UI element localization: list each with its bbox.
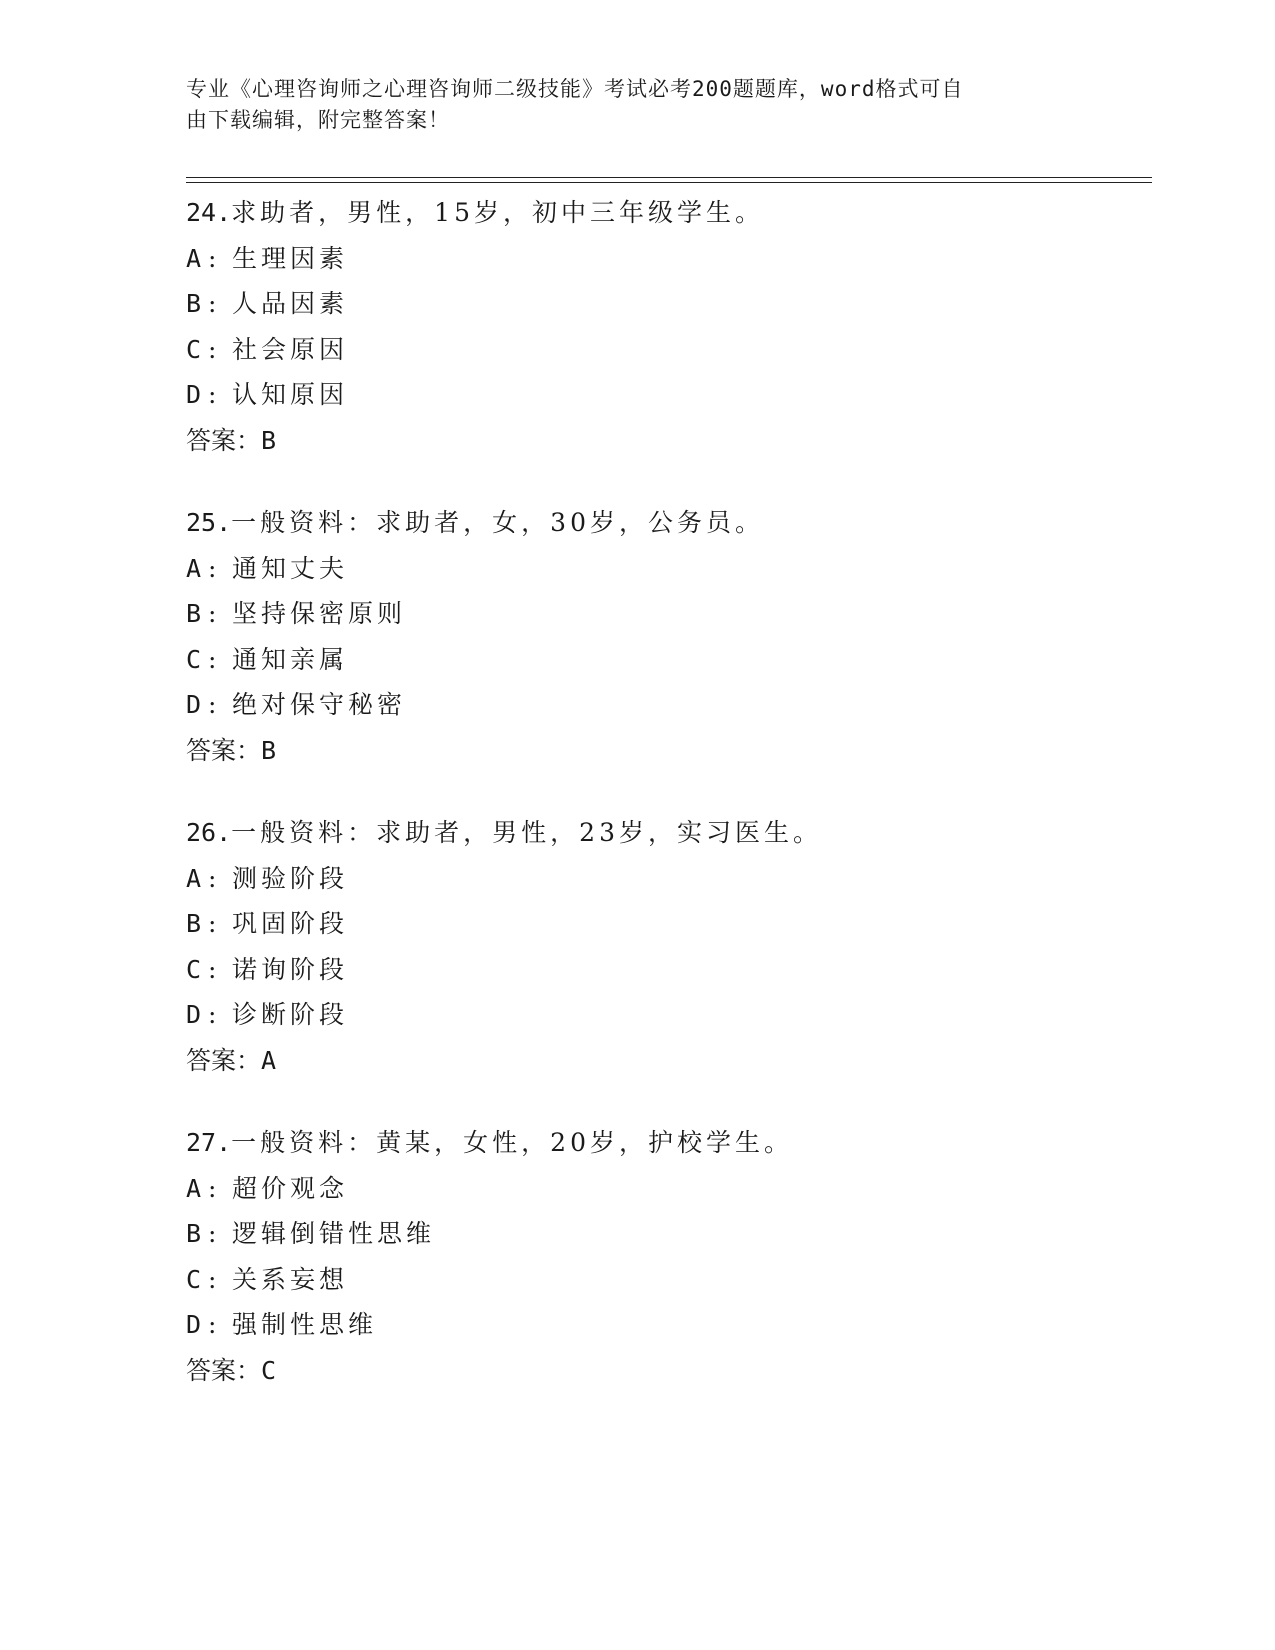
option-separator: :	[208, 1219, 221, 1248]
option-c	[186, 947, 1146, 993]
option-text: 诺询阶段	[232, 954, 349, 984]
question-text: 一般资料：黄某，女性，20岁，护校学生。	[231, 1128, 793, 1157]
option-b	[186, 281, 1146, 327]
option-text: 逻辑倒错性思维	[232, 1219, 436, 1248]
option-separator: :	[208, 863, 221, 893]
answer-value: B	[261, 735, 277, 765]
option-text: 社会原因	[232, 334, 349, 364]
answer-value: C	[261, 1355, 277, 1385]
question-number: 24.	[186, 198, 232, 227]
question-stem	[186, 1120, 1146, 1166]
option-d	[186, 992, 1146, 1038]
option-separator: :	[208, 289, 221, 318]
question-list	[186, 190, 1146, 1430]
option-c	[186, 637, 1146, 683]
question-number: 27.	[186, 1128, 232, 1157]
option-separator: :	[208, 599, 221, 628]
option-separator: :	[208, 690, 221, 719]
option-letter: B	[186, 1219, 202, 1248]
answer	[186, 1038, 1146, 1084]
option-letter: B	[186, 599, 202, 628]
option-text: 关系妄想	[232, 1264, 349, 1294]
option-a	[186, 1166, 1146, 1212]
option-letter: C	[186, 1264, 202, 1294]
option-letter: C	[186, 334, 202, 364]
option-letter: A	[186, 243, 202, 273]
option-letter: B	[186, 909, 202, 938]
option-d	[186, 1302, 1146, 1348]
option-text: 生理因素	[232, 243, 349, 273]
answer-value: A	[261, 1045, 277, 1075]
answer-label: 答案：	[186, 1045, 262, 1075]
option-text: 测验阶段	[232, 863, 349, 893]
option-a	[186, 236, 1146, 282]
option-text: 诊断阶段	[232, 1000, 349, 1029]
option-separator: :	[208, 243, 221, 273]
question-24	[186, 190, 1146, 463]
option-text: 强制性思维	[232, 1310, 378, 1339]
option-letter: D	[186, 690, 202, 719]
option-b	[186, 591, 1146, 637]
option-letter: C	[186, 954, 202, 984]
answer-value: B	[261, 425, 277, 455]
header-divider-bottom	[186, 182, 1152, 183]
option-text: 坚持保密原则	[232, 599, 407, 628]
option-separator: :	[208, 954, 221, 984]
question-text: 一般资料：求助者，男性，23岁，实习医生。	[231, 818, 822, 847]
question-number: 25.	[186, 508, 232, 537]
question-stem	[186, 500, 1146, 546]
option-text: 绝对保守秘密	[232, 690, 407, 719]
option-text: 巩固阶段	[232, 909, 349, 938]
option-letter: D	[186, 380, 202, 409]
option-d	[186, 682, 1146, 728]
option-c	[186, 327, 1146, 373]
header-divider-top	[186, 177, 1152, 178]
question-text: 求助者，男性，15岁，初中三年级学生。	[231, 198, 764, 227]
option-letter: D	[186, 1000, 202, 1029]
option-letter: C	[186, 644, 202, 674]
option-separator: :	[208, 644, 221, 674]
option-separator: :	[208, 1310, 221, 1339]
option-text: 认知原因	[232, 380, 349, 409]
option-separator: :	[208, 909, 221, 938]
question-27	[186, 1120, 1146, 1393]
header-line-1: 专业《心理咨询师之心理咨询师二级技能》考试必考200题题库，word格式可自	[186, 77, 964, 101]
option-d	[186, 372, 1146, 418]
answer-label: 答案：	[186, 425, 262, 455]
option-text: 超价观念	[232, 1173, 349, 1203]
option-text: 通知丈夫	[232, 553, 349, 583]
question-25	[186, 500, 1146, 773]
header-line-2: 由下载编辑，附完整答案！	[186, 108, 450, 132]
question-number: 26.	[186, 818, 232, 847]
option-c	[186, 1257, 1146, 1303]
question-stem	[186, 810, 1146, 856]
option-letter: A	[186, 863, 202, 893]
option-a	[186, 856, 1146, 902]
option-letter: A	[186, 553, 202, 583]
option-separator: :	[208, 334, 221, 364]
question-26	[186, 810, 1146, 1083]
option-separator: :	[208, 1000, 221, 1029]
answer-label: 答案：	[186, 735, 262, 765]
option-a	[186, 546, 1146, 592]
option-b	[186, 901, 1146, 947]
option-separator: :	[208, 553, 221, 583]
option-separator: :	[208, 1173, 221, 1203]
document-header	[186, 74, 1066, 136]
option-text: 人品因素	[232, 289, 349, 318]
question-stem	[186, 190, 1146, 236]
question-text: 一般资料：求助者，女，30岁，公务员。	[231, 508, 764, 537]
answer	[186, 1348, 1146, 1394]
option-text: 通知亲属	[232, 644, 349, 674]
answer	[186, 728, 1146, 774]
option-letter: A	[186, 1173, 202, 1203]
answer-label: 答案：	[186, 1355, 262, 1385]
option-letter: B	[186, 289, 202, 318]
option-separator: :	[208, 1264, 221, 1294]
option-separator: :	[208, 380, 221, 409]
option-b	[186, 1211, 1146, 1257]
option-letter: D	[186, 1310, 202, 1339]
answer	[186, 418, 1146, 464]
